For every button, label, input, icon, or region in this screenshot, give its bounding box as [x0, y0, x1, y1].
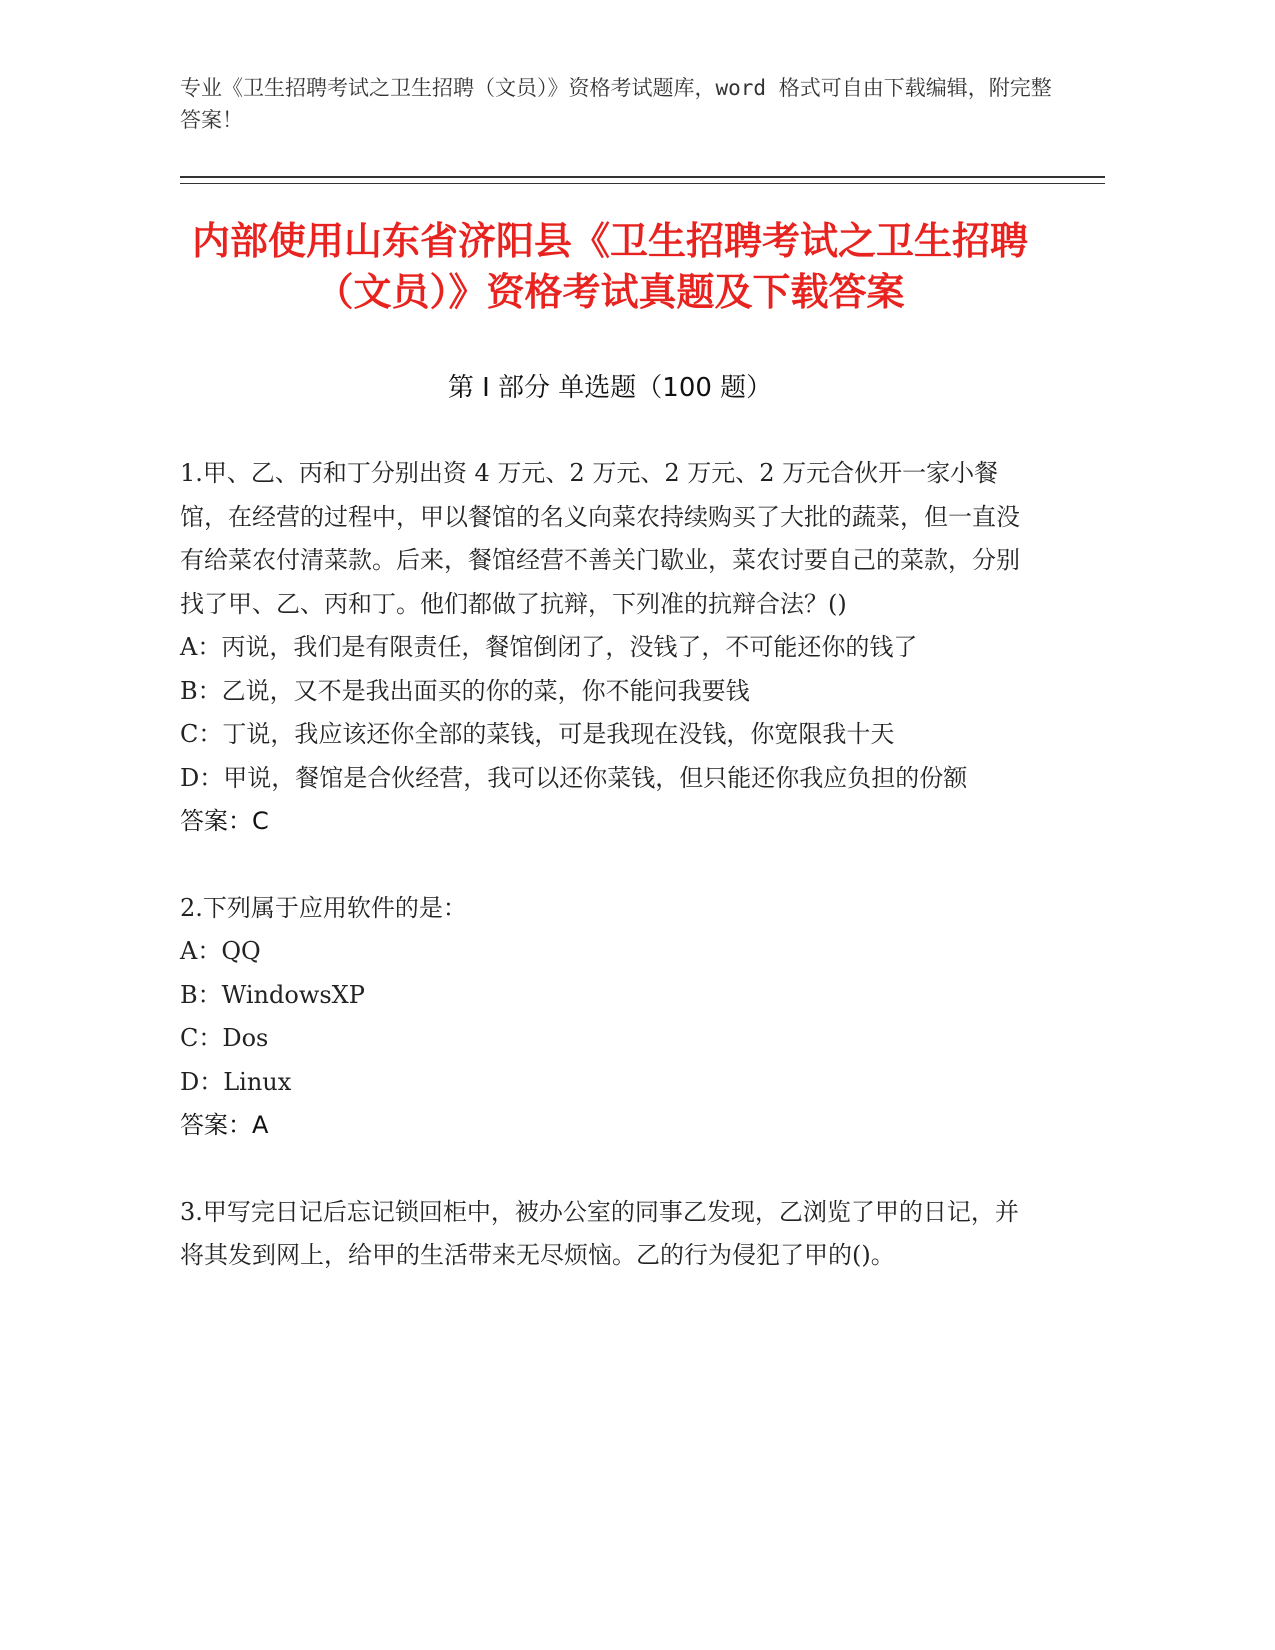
question-text: 2.下列属于应用软件的是： — [180, 893, 467, 922]
question-text: 1.甲、乙、丙和丁分别出资 4 万元、2 万元、2 万元、2 万元合伙开一家小餐馆，在经营的过程中，甲以餐馆的名义向菜农持续购买了大批的蔬菜，但一直没有给菜农付清菜款。后来，餐馆经营不善关门歇业，菜农讨要自己的菜款，分别找了甲、乙、丙和丁。他们都做了抗辩，下列准的抗辩合法？() — [180, 459, 1020, 618]
option-d: D：Linux — [180, 1067, 292, 1096]
option-c: C：Dos — [180, 1024, 269, 1052]
question-2 — [180, 887, 1040, 1148]
option-a: A：丙说，我们是有限责任，餐馆倒闭了，没钱了，不可能还你的钱了 — [180, 633, 918, 661]
question-list — [180, 452, 1040, 1321]
answer-label: 答案：C — [180, 807, 269, 835]
answer-label: 答案：A — [180, 1111, 269, 1139]
option-b: B：乙说，又不是我出面买的你的菜，你不能问我要钱 — [180, 676, 750, 705]
option-c: C：丁说，我应该还你全部的菜钱，可是我现在没钱，你宽限我十天 — [180, 720, 895, 748]
option-b: B：WindowsXP — [180, 980, 365, 1009]
section-title: 第 I 部分 单选题（100 题） — [447, 373, 773, 403]
document-title: 内部使用山东省济阳县《卫生招聘考试之卫生招聘（文员）》资格考试真题及下载答案 — [191, 219, 1028, 314]
question-text: 3.甲写完日记后忘记锁回柜中，被办公室的同事乙发现，乙浏览了甲的日记，并将其发到网上，给甲的生活带来无尽烦恼。乙的行为侵犯了甲的()。 — [180, 1197, 1019, 1269]
question-1 — [180, 452, 1040, 844]
header-divider — [180, 176, 1105, 184]
option-d: D：甲说，餐馆是合伙经营，我可以还你菜钱，但只能还你我应负担的份额 — [180, 763, 968, 792]
header-note: 专业《卫生招聘考试之卫生招聘（文员）》资格考试题库，word 格式可自由下载编辑，附完整答案！ — [180, 76, 1052, 132]
question-3 — [180, 1191, 1040, 1278]
option-a: A：QQ — [180, 937, 261, 965]
